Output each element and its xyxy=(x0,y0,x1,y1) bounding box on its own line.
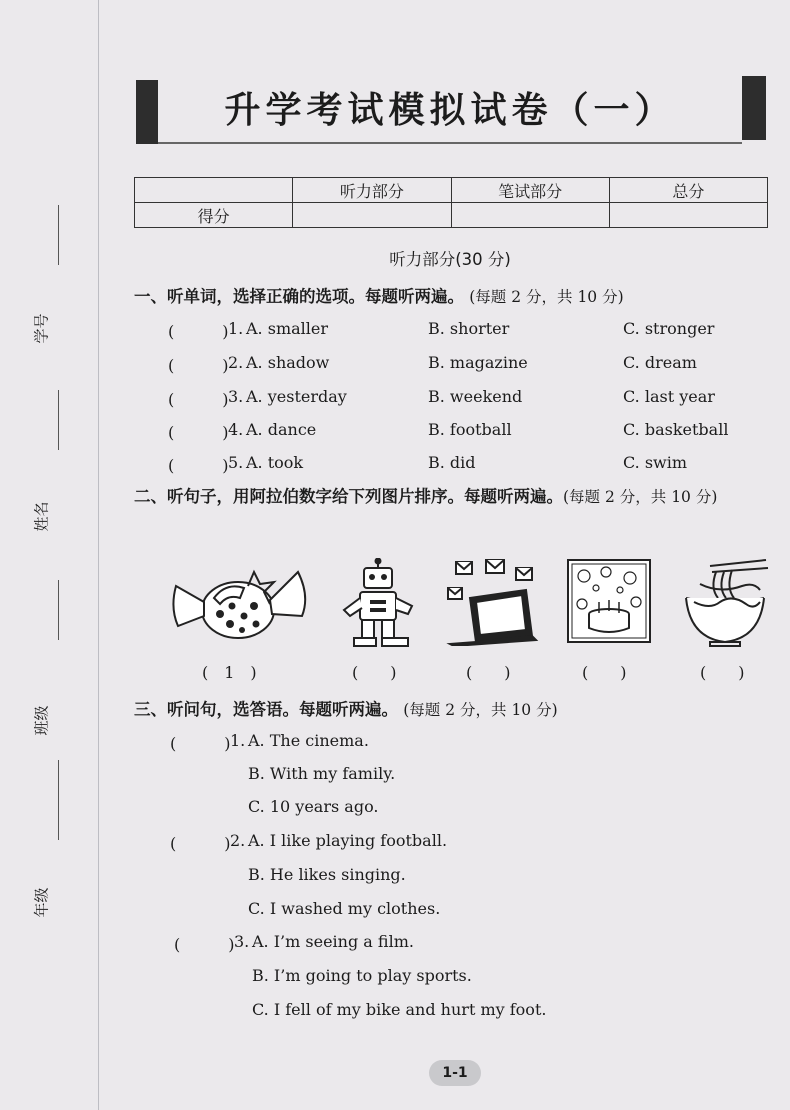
part1-instruction: 一、听单词，选择正确的选项。每题听两遍。 xyxy=(134,287,464,306)
option-a: A. shadow xyxy=(246,353,330,372)
score-table xyxy=(134,177,768,228)
part3-q3-option-b: B. I’m going to play sports. xyxy=(252,966,472,985)
part2-instruction: 二、听句子，用阿拉伯数字给下列图片排序。每题听两遍。 xyxy=(134,487,563,506)
part3-q1-number: 1. xyxy=(230,731,246,750)
class-label: 班级 xyxy=(32,705,51,736)
score-table-header-empty xyxy=(135,178,293,203)
question-number: 1. xyxy=(228,319,244,338)
part2-points: (每题 2 分，共 10 分) xyxy=(563,488,718,506)
answer-paren[interactable]: ( ) xyxy=(168,456,229,475)
part1-heading xyxy=(134,283,624,307)
student-id-label: 学号 xyxy=(32,313,51,344)
answer-paren[interactable]: ( ) xyxy=(168,423,229,442)
option-b: B. magazine xyxy=(428,353,528,372)
part3-q1-paren[interactable]: ( ) xyxy=(170,734,231,753)
score-table-header-row xyxy=(135,178,768,203)
answer-paren[interactable]: ( ) xyxy=(168,322,229,341)
score-table-header-listening: 听力部分 xyxy=(293,178,451,203)
part1-points: (每题 2 分，共 10 分) xyxy=(469,288,624,306)
option-a: A. smaller xyxy=(246,319,328,338)
listening-section-title: 听力部分(30 分) xyxy=(389,250,511,269)
option-c: C. dream xyxy=(623,353,697,372)
option-c: C. last year xyxy=(623,387,715,406)
grade-label: 年级 xyxy=(32,887,51,918)
part3-q3-number: 3. xyxy=(234,932,250,951)
picture-answer-3[interactable]: ( ) xyxy=(466,663,511,682)
option-c: C. swim xyxy=(623,453,688,472)
part3-q1-option-b: B. With my family. xyxy=(248,764,396,783)
picture-answer-2[interactable]: ( ) xyxy=(352,663,397,682)
part3-q2-number: 2. xyxy=(230,831,246,850)
part3-q2-option-c: C. I washed my clothes. xyxy=(248,899,441,918)
option-c: C. stronger xyxy=(623,319,715,338)
candy-icon xyxy=(170,558,310,646)
option-b: B. football xyxy=(428,420,512,439)
birthday-cake-icon xyxy=(566,558,652,644)
score-table-row-label: 得分 xyxy=(135,203,293,228)
option-b: B. weekend xyxy=(428,387,523,406)
option-a: A. took xyxy=(246,453,304,472)
picture-answer-4[interactable]: ( ) xyxy=(582,663,627,682)
part3-q1-option-a: A. The cinema. xyxy=(248,731,369,750)
exam-title: 升学考试模拟试卷（一） xyxy=(224,89,676,131)
robot-icon xyxy=(336,558,420,650)
part3-q2-option-a: A. I like playing football. xyxy=(248,831,448,850)
laptop-emails-icon xyxy=(446,558,540,646)
option-b: B. shorter xyxy=(428,319,510,338)
option-b: B. did xyxy=(428,453,476,472)
part3-heading xyxy=(134,696,558,720)
question-number: 4. xyxy=(228,420,244,439)
score-table-header-writing: 笔试部分 xyxy=(451,178,609,203)
title-bar-right xyxy=(742,76,766,140)
score-cell-listening[interactable] xyxy=(293,203,451,228)
noodles-icon xyxy=(680,558,770,648)
picture-answer-1[interactable]: ( 1 ) xyxy=(202,663,257,682)
score-table-score-row xyxy=(135,203,768,228)
score-table-header-total: 总分 xyxy=(609,178,767,203)
answer-paren[interactable]: ( ) xyxy=(168,356,229,375)
part3-instruction: 三、听问句，选答语。每题听两遍。 xyxy=(134,700,398,719)
option-c: C. basketball xyxy=(623,420,729,439)
answer-paren[interactable]: ( ) xyxy=(168,390,229,409)
title-underline xyxy=(158,142,742,144)
part3-q1-option-c: C. 10 years ago. xyxy=(248,797,379,816)
part2-heading xyxy=(134,482,770,512)
picture-answer-5[interactable]: ( ) xyxy=(700,663,745,682)
option-a: A. dance xyxy=(246,420,317,439)
title-bar-left xyxy=(136,80,158,144)
question-number: 5. xyxy=(228,453,244,472)
part3-q3-paren[interactable]: ( ) xyxy=(174,935,235,954)
score-cell-writing[interactable] xyxy=(451,203,609,228)
question-number: 3. xyxy=(228,387,244,406)
fold-line xyxy=(98,0,99,1110)
score-cell-total[interactable] xyxy=(609,203,767,228)
name-label: 姓名 xyxy=(32,501,51,532)
page-number-badge: 1-1 xyxy=(429,1060,481,1086)
part3-q2-paren[interactable]: ( ) xyxy=(170,834,231,853)
part3-q3-option-c: C. I fell of my bike and hurt my foot. xyxy=(252,1000,547,1019)
part3-q2-option-b: B. He likes singing. xyxy=(248,865,406,884)
part3-q3-option-a: A. I’m seeing a film. xyxy=(252,932,414,951)
part3-points: (每题 2 分，共 10 分) xyxy=(403,701,558,719)
question-number: 2. xyxy=(228,353,244,372)
option-a: A. yesterday xyxy=(246,387,347,406)
